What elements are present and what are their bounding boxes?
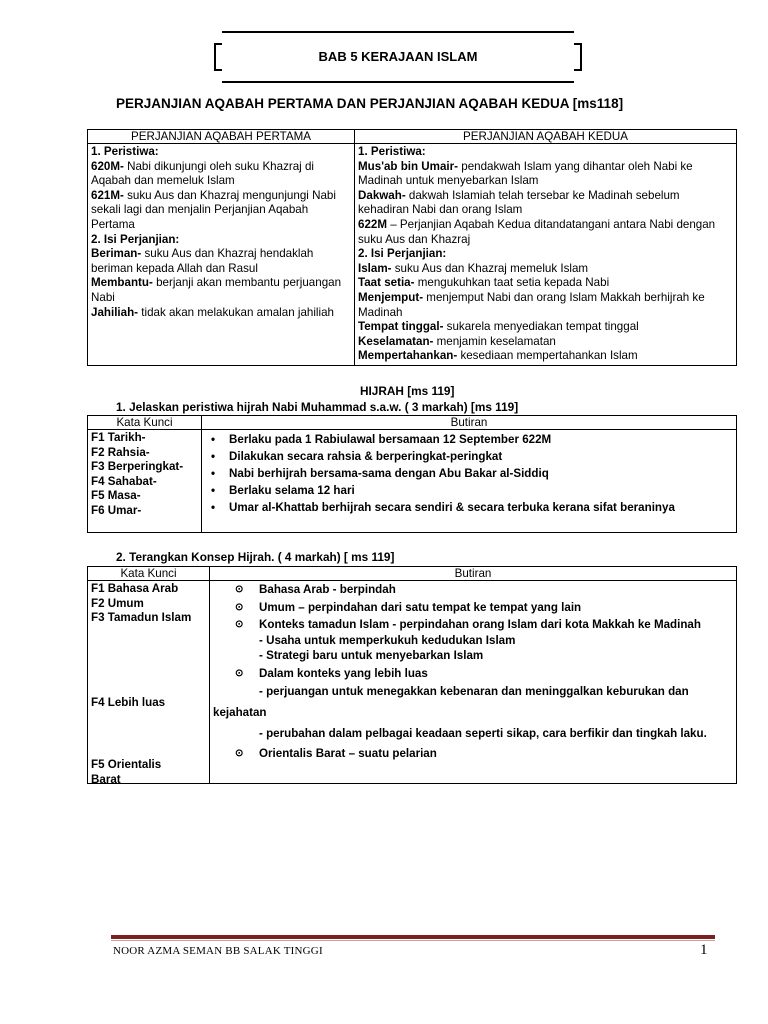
aqabah-kedua-cell	[355, 144, 737, 366]
footer-rule-thin	[111, 940, 715, 941]
konsep-hijrah-table	[87, 566, 737, 784]
term-text: menjamin keselamatan	[433, 334, 556, 348]
event-key: 621M-	[91, 188, 124, 202]
footer-author: NOOR AZMA SEMAN BB SALAK TINGGI	[113, 945, 323, 957]
keyword: F1 Bahasa Arab	[91, 582, 179, 595]
term-key: Beriman-	[91, 247, 142, 261]
section-heading: PERJANJIAN AQABAH PERTAMA DAN PERJANJIAN AQABAH KEDUA [ms118]	[116, 96, 624, 111]
keyword: F5 Masa-	[91, 489, 141, 503]
term-key: Jahiliah-	[91, 305, 139, 319]
keyword: F1 Tarikh-	[91, 431, 146, 444]
aqabah-table-row	[88, 144, 737, 366]
event-text: pendakwah Islam yang dihantar oleh Nabi ke Madinah untuk menyebarkan Islam	[358, 159, 693, 188]
list-item: • Nabi berhijrah bersama-sama dengan Abu Bakar al-Siddiq	[229, 465, 733, 482]
list-subitem: - perubahan dalam pelbagai keadaan seperti sikap, cara berfikir dan tingkah laku.	[259, 727, 707, 740]
kata-kunci-header: Kata Kunci	[88, 567, 210, 581]
keyword: F4 Lebih luas	[91, 696, 166, 709]
term-key: Taat setia-	[358, 276, 415, 290]
question-1: 1. Jelaskan peristiwa hijrah Nabi Muhammad s.a.w. ( 3 markah) [ms 119]	[116, 400, 519, 414]
list-item: ⊙ Orientalis Barat – suatu pelarian	[259, 746, 733, 762]
event-key: 620M-	[91, 159, 124, 173]
list-item: ⊙ Dalam konteks yang lebih luas	[259, 666, 733, 682]
list-subitem: - Usaha untuk memperkukuh kedudukan Islam	[259, 633, 516, 647]
term-key: Keselamatan-	[358, 334, 434, 348]
term-key: Tempat tinggal-	[358, 320, 444, 334]
list-item: ⊙ Bahasa Arab - berpindah	[259, 582, 733, 598]
event-key: Dakwah-	[358, 188, 406, 202]
keywords-cell	[88, 581, 210, 784]
keywords-cell	[88, 430, 202, 533]
term-key: Mempertahankan-	[358, 349, 458, 363]
list-item: • Umar al-Khattab berhijrah secara sendiri & secara terbuka kerana sifat beraninya	[229, 499, 733, 516]
event-text: – Perjanjian Aqabah Kedua ditandatangani antara Nabi dengan suku Aus dan Khazraj	[358, 217, 716, 246]
keyword: F6 Umar-	[91, 503, 142, 517]
keyword: F5 Orientalis Barat	[91, 758, 162, 786]
butiran-header: Butiran	[202, 416, 737, 430]
konsep-hijrah-header	[88, 567, 737, 581]
list-item: • Berlaku pada 1 Rabiulawal bersamaan 12 September 622M	[229, 431, 733, 448]
term-text: menjemput Nabi dan orang Islam Makkah berhijrah ke Madinah	[358, 290, 705, 319]
butiran-cell	[202, 430, 737, 533]
hijrah-events-row	[88, 430, 737, 533]
event-text: Nabi dikunjungi oleh suku Khazraj di Aqabah dan memeluk Islam	[91, 159, 315, 188]
list-item: • Berlaku selama 12 hari	[229, 482, 733, 499]
question-2: 2. Terangkan Konsep Hijrah. ( 4 markah) [ ms 119]	[116, 550, 395, 564]
butiran-list	[205, 431, 733, 516]
keyword: F3 Tamadun Islam	[91, 611, 192, 625]
term-text: kesediaan mempertahankan Islam	[457, 349, 638, 363]
term-text: suku Aus dan Khazraj hendaklah beriman kepada Allah dan Rasul	[91, 247, 314, 275]
term-text: berjanji akan membantu perjuangan Nabi	[91, 276, 342, 304]
aqabah-table-header	[88, 130, 737, 144]
term-key: Membantu-	[91, 276, 153, 290]
keyword: F3 Berperingkat-	[91, 460, 184, 474]
event-key: 622M	[358, 217, 388, 231]
keyword: F2 Rahsia-	[91, 445, 150, 459]
list-subitem: - perjuangan untuk menegakkan kebenaran dan meninggalkan keburukan dan kejahatan	[213, 685, 689, 719]
butiran-header: Butiran	[210, 567, 737, 581]
aqabah-pertama-header: PERJANJIAN AQABAH PERTAMA	[88, 130, 355, 144]
event-text: dakwah Islamiah telah tersebar ke Madinah sebelum kehadiran Nabi dan orang Islam	[358, 188, 680, 217]
term-key: Menjemput-	[358, 290, 424, 304]
term-text: sukarela menyediakan tempat tinggal	[443, 320, 639, 334]
aqabah-table	[87, 129, 737, 366]
peristiwa-label: 1. Peristiwa:	[358, 145, 426, 158]
keyword: F4 Sahabat-	[91, 474, 157, 488]
footer-rule	[111, 935, 715, 939]
term-key: Islam-	[358, 261, 392, 275]
event-key: Mus'ab bin Umair-	[358, 159, 459, 173]
keyword: F2 Umum	[91, 596, 144, 610]
event-text: suku Aus dan Khazraj mengunjungi Nabi sekali lagi dan menjalin Perjanjian Aqabah Pertama	[91, 188, 336, 231]
isi-label: 2. Isi Perjanjian:	[91, 232, 180, 246]
hijrah-title: HIJRAH [ms 119]	[360, 384, 455, 398]
list-subitem: - Strategi baru untuk menyebarkan Islam	[259, 649, 484, 662]
title-box	[214, 31, 582, 83]
kata-kunci-header: Kata Kunci	[88, 416, 202, 430]
term-text: tidak akan melakukan amalan jahiliah	[138, 305, 334, 319]
list-item: ⊙ Konteks tamadun Islam - perpindahan orang Islam dari kota Makkah ke Madinah	[259, 617, 733, 633]
list-item: ⊙ Umum – perpindahan dari satu tempat ke tempat yang lain	[259, 600, 733, 616]
isi-label: 2. Isi Perjanjian:	[358, 247, 447, 261]
hijrah-events-header	[88, 416, 737, 430]
page-number: 1	[700, 942, 708, 958]
konsep-hijrah-row	[88, 581, 737, 784]
aqabah-pertama-cell	[88, 144, 355, 366]
peristiwa-label: 1. Peristiwa:	[91, 145, 159, 158]
aqabah-kedua-header: PERJANJIAN AQABAH KEDUA	[355, 130, 737, 144]
term-text: mengukuhkan taat setia kepada Nabi	[414, 276, 610, 290]
hijrah-events-table	[87, 415, 737, 533]
list-item: • Dilakukan secara rahsia & berperingkat-peringkat	[229, 448, 733, 465]
term-text: suku Aus dan Khazraj memeluk Islam	[391, 261, 589, 275]
chapter-title: BAB 5 KERAJAAN ISLAM	[318, 49, 478, 64]
butiran-cell	[210, 581, 737, 784]
